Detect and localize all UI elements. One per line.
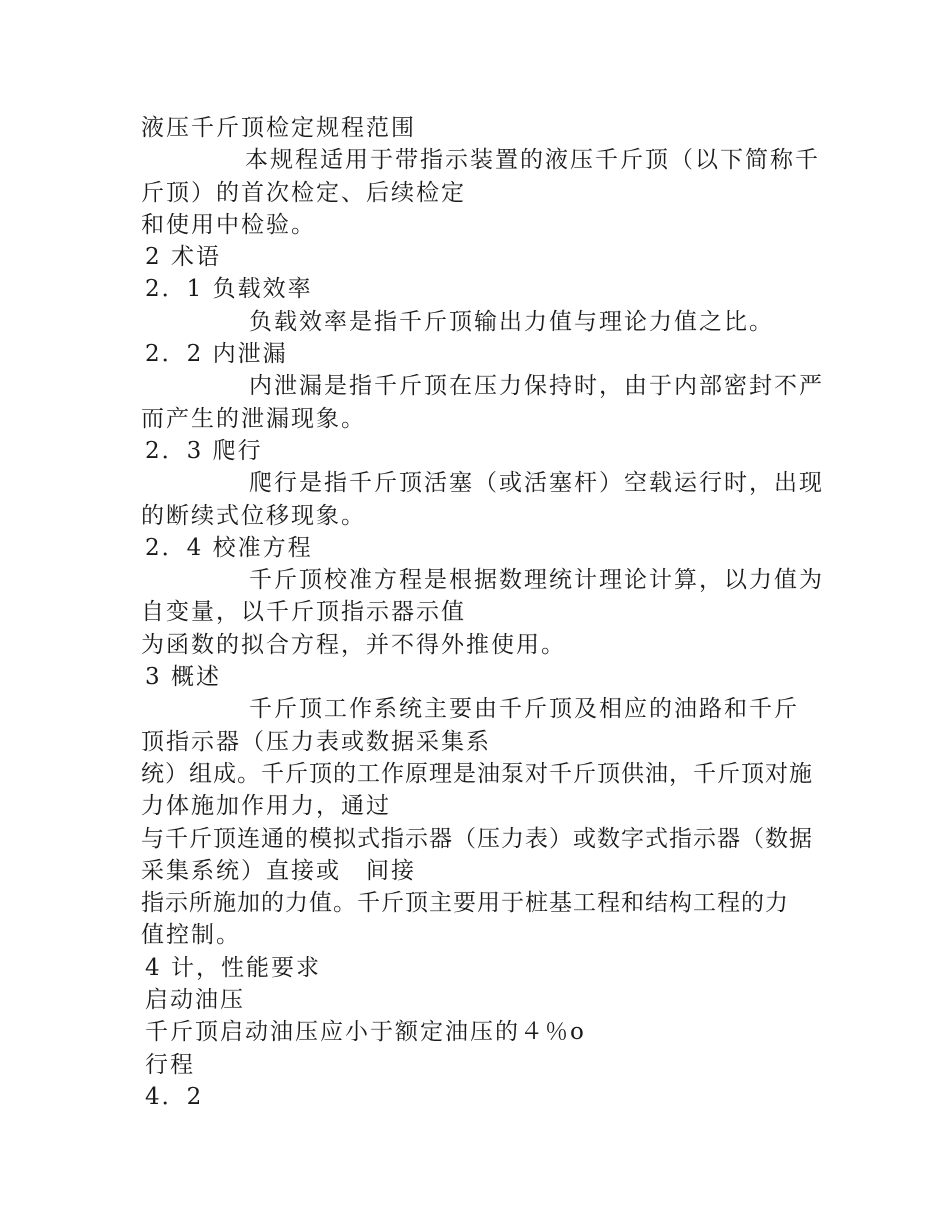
paragraph-line: 斤顶）的首次检定、后续检定	[141, 179, 466, 206]
subsection-heading: 2．3 爬行	[145, 437, 263, 464]
subsection-heading: 启动油压	[145, 987, 245, 1014]
paragraph-line: 顶指示器（压力表或数据采集系	[141, 728, 491, 755]
paragraph-line: 指示所施加的力值。千斤顶主要用于桩基工程和结构工程的力	[141, 890, 789, 917]
subsection-heading: 2．2 内泄漏	[145, 341, 288, 368]
section-heading: 3 概述	[145, 664, 221, 691]
paragraph-line: 千斤顶校准方程是根据数理统计理论计算，以力值为	[249, 567, 824, 594]
section-heading: 4 计，性能要求	[145, 954, 321, 981]
section-heading: 2 术语	[145, 244, 221, 271]
paragraph-line: 千斤顶工作系统主要由千斤顶及相应的油路和千斤	[249, 696, 799, 723]
document-body	[141, 112, 824, 1113]
document-title: 液压千斤顶检定规程范围	[141, 115, 416, 141]
paragraph-line: 自变量，以千斤顶指示器示值	[141, 599, 466, 626]
paragraph-line: 千斤顶启动油压应小于额定油压的４％o	[145, 1019, 586, 1046]
paragraph-line: 力体施加作用力，通过	[141, 793, 391, 820]
paragraph-line: 本规程适用于带指示装置的液压千斤顶（以下简称千	[245, 147, 820, 174]
paragraph-line: 统）组成。千斤顶的工作原理是油泵对千斤顶供油，千斤顶对施	[141, 760, 813, 787]
paragraph-line: 值控制。	[141, 922, 241, 949]
subsection-heading: 行程	[145, 1051, 195, 1078]
paragraph-line: 负载效率是指千斤顶输出力值与理论力值之比。	[249, 308, 774, 335]
subsection-heading: 4．2	[145, 1083, 204, 1110]
paragraph-line: 和使用中检验。	[141, 211, 316, 238]
paragraph-line: 爬行是指千斤顶活塞（或活塞杆）空载运行时，出现	[249, 470, 824, 497]
paragraph-line: 而产生的泄漏现象。	[141, 405, 366, 432]
subsection-heading: 2．1 负载效率	[145, 276, 313, 303]
paragraph-line: 与千斤顶连通的模拟式指示器（压力表）或数字式指示器（数据	[141, 825, 813, 852]
paragraph-line: 采集系统）直接或 间接	[141, 857, 416, 884]
subsection-heading: 2．4 校准方程	[145, 534, 313, 561]
paragraph-line: 内泄漏是指千斤顶在压力保持时，由于内部密封不严	[249, 373, 824, 400]
paragraph-line: 的断续式位移现象。	[141, 502, 366, 529]
paragraph-line: 为函数的拟合方程，并不得外推使用。	[141, 631, 566, 658]
